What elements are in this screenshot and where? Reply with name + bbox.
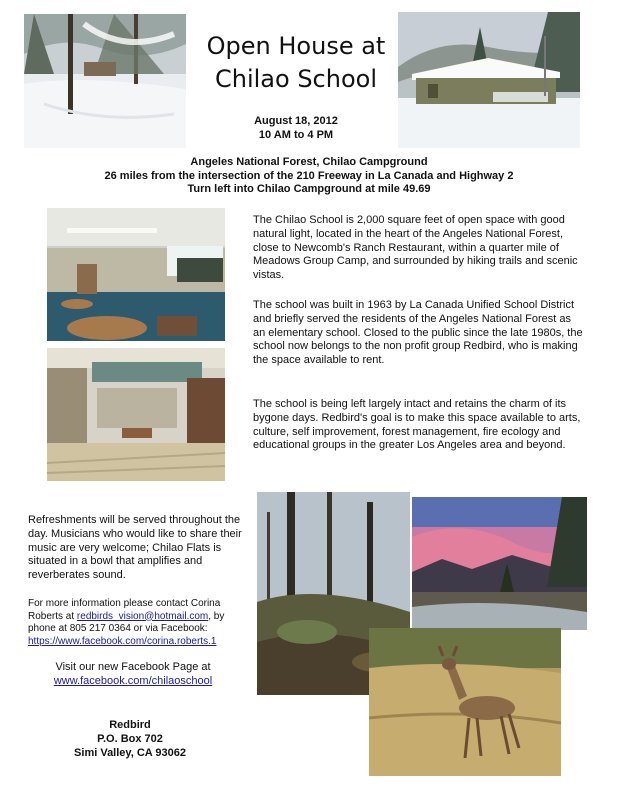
title-line-1: Open House at — [206, 32, 386, 60]
description-paragraph-3: The school is being left largely intact and retains the charm of its bygone days. Redbird's goal is to make this space available to arts, culture, self improvement, forest management, fire ecology and educational groups in the greater Los Angeles area and beyond. — [253, 398, 581, 452]
sunset-mountains-photo — [412, 497, 587, 630]
snowy-forest-photo — [24, 14, 186, 148]
address-city: Simi Valley, CA 93062 — [74, 747, 186, 759]
contact-intro: For more information please contact Corina Roberts at — [28, 598, 221, 622]
refreshments-text: Refreshments will be served throughout the day. Musicians who would like to share their music are very welcome; Chilao Flats is situated in a bowl that amplifies and reverberates sound. — [28, 514, 242, 582]
location-line-2: 26 miles from the intersection of the 210 Freeway in La Canada and Highway 2 — [104, 169, 514, 182]
title-line-2: Chilao School — [215, 65, 377, 93]
contact-facebook-link[interactable]: https://www.facebook.com/corina.roberts.1 — [28, 635, 217, 647]
classroom-interior-photo — [47, 208, 225, 341]
location-line-3: Turn left into Chilao Campground at mile 49.69 — [187, 183, 431, 195]
contact-phone: , by phone at 805 217 0364 or via Facebook: — [28, 610, 225, 634]
description-paragraph-1: The Chilao School is 2,000 square feet of open space with good natural light, located in the heart of the Angeles National Forest, close to Newcomb's Ranch Restaurant, within a quarter mile of Meadows Group Camp, and surrounded by hiking trails and scenic vistas. — [253, 214, 578, 282]
event-date-time — [222, 114, 370, 142]
contact-email-link[interactable]: redbirds_vision@hotmail.com — [76, 610, 209, 622]
kitchen-hallway-photo — [47, 348, 225, 481]
event-date: August 18, 2012 — [254, 115, 338, 127]
school-building-photo — [398, 12, 580, 148]
deer-photo — [369, 628, 561, 776]
description-paragraph-2: The school was built in 1963 by La Canada Unified School District and briefly served the residents of the Angeles National Forest as an elementary school. Closed to the public since the late 1980s, the school now belongs to the non profit group Redbird, who is making the space available to rent. — [253, 299, 583, 367]
mailing-address — [40, 718, 220, 760]
location-block — [0, 156, 618, 197]
address-org: Redbird — [109, 719, 151, 731]
facebook-page-block — [28, 660, 238, 688]
event-time: 10 AM to 4 PM — [258, 129, 334, 141]
facebook-page-text: Visit our new Facebook Page at — [55, 661, 211, 673]
page-title — [196, 30, 396, 96]
address-box: P.O. Box 702 — [97, 733, 163, 745]
contact-block — [28, 598, 250, 648]
location-line-1: Angeles National Forest, Chilao Campground — [190, 156, 428, 168]
facebook-page-link[interactable]: www.facebook.com/chilaoschool — [53, 675, 213, 687]
